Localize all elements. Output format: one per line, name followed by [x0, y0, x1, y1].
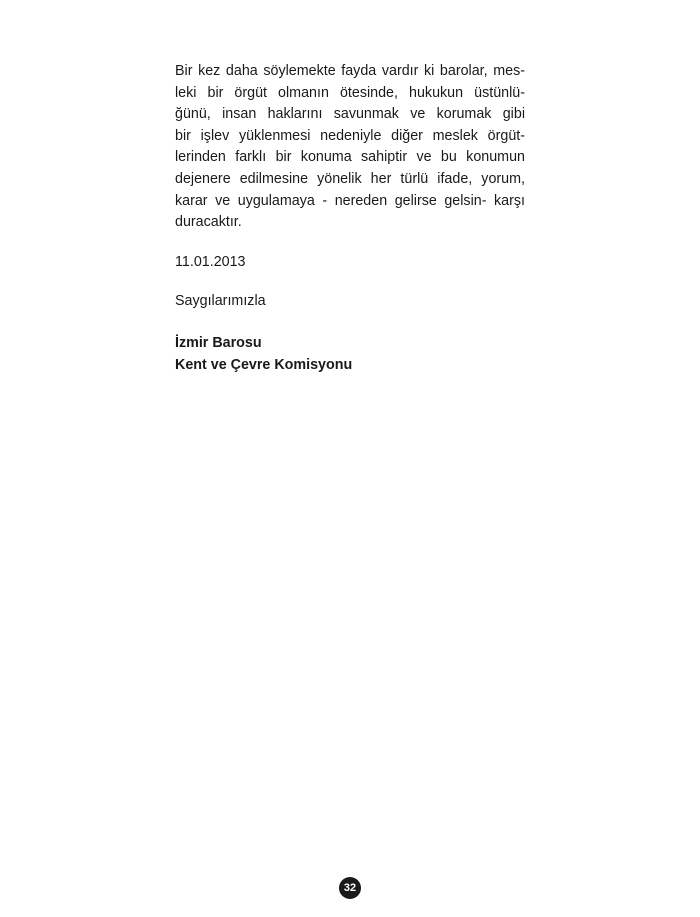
signature-block	[175, 333, 352, 376]
paragraph-line: Bir kez daha söylemekte fayda vardır ki barolar, mes-	[175, 63, 525, 79]
signature-organization: İzmir Barosu	[175, 335, 262, 351]
paragraph-line: karar ve uygulamaya - nereden gelirse gelsin- karşı	[175, 192, 525, 209]
closing-greeting: Saygılarımızla	[175, 293, 266, 309]
paragraph-line: duracaktır.	[175, 214, 242, 231]
signature-committee: Kent ve Çevre Komisyonu	[175, 356, 353, 373]
page-number-badge: 32	[339, 877, 361, 899]
paragraph-line: ğünü, insan haklarını savunmak ve korumak gibi	[175, 106, 525, 123]
paragraph-line: bir işlev yüklenmesi nedeniyle diğer meslek örgüt-	[175, 127, 525, 144]
document-date: 11.01.2013	[175, 254, 246, 270]
body-paragraph	[175, 61, 525, 234]
paragraph-line: lerinden farklı bir konuma sahiptir ve bu konumun	[175, 149, 525, 166]
paragraph-line: dejenere edilmesine yönelik her türlü ifade, yorum,	[175, 170, 525, 187]
paragraph-line: leki bir örgüt olmanın ötesinde, hukukun üstünlü-	[175, 84, 525, 101]
